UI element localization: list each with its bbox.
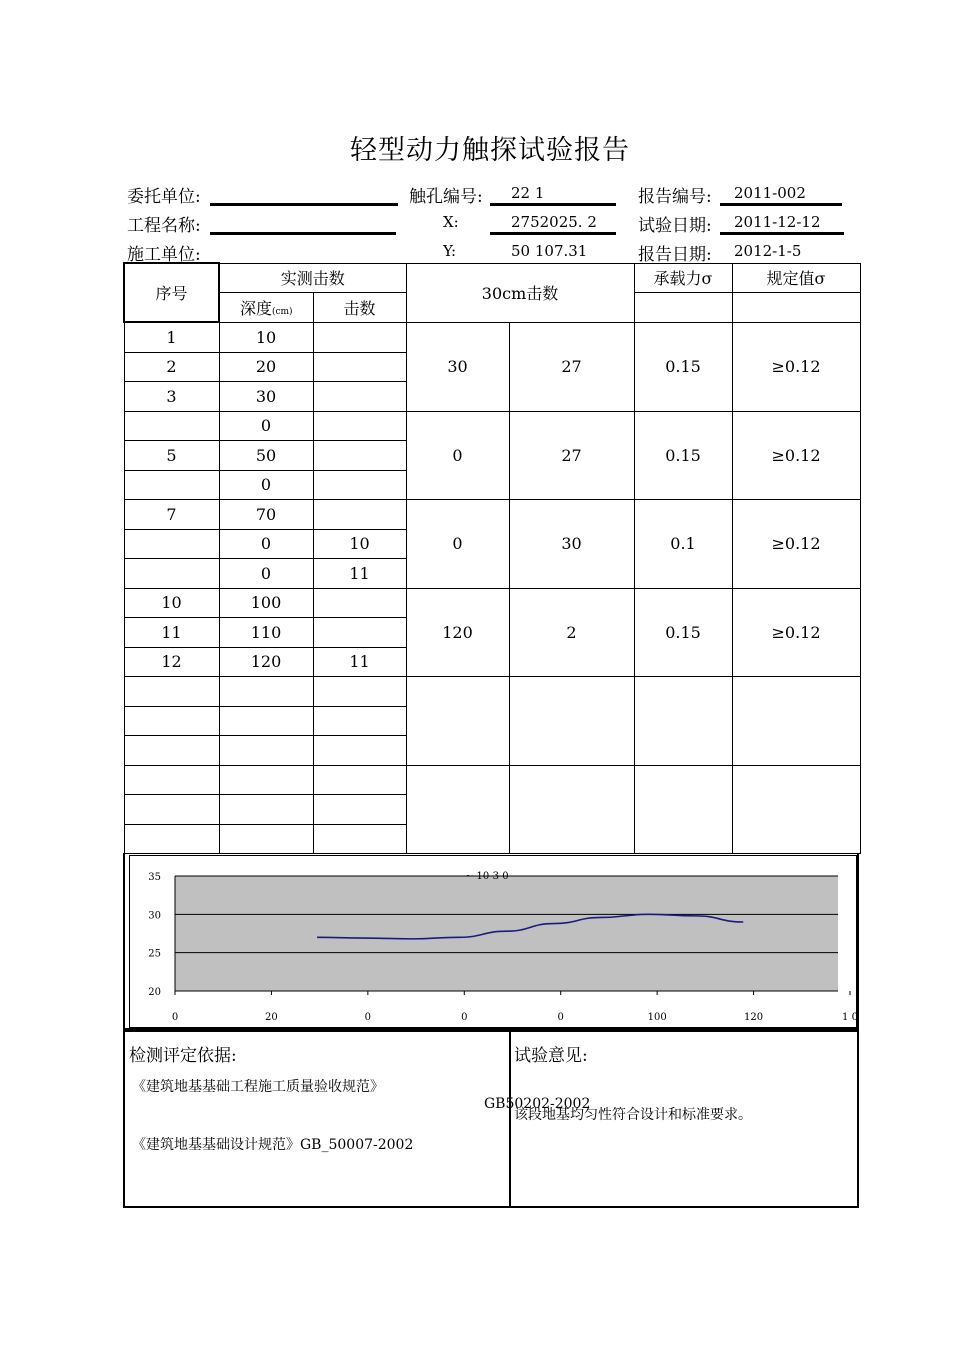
group-bearing-cell: 0.15: [634, 588, 732, 677]
depth-blows-chart: [130, 856, 856, 1027]
x-underline: [490, 232, 616, 235]
opinion-label: 试验意见:: [514, 1046, 588, 1066]
builder-label: 施工单位:: [127, 245, 201, 265]
blows-cell: [313, 736, 406, 766]
project-underline: [210, 232, 396, 235]
group-spec-cell: ≥0.12: [732, 322, 860, 411]
depth-cell: 110: [219, 618, 313, 648]
depth-cell: [219, 795, 313, 825]
group-spec-cell: ≥0.12: [732, 500, 860, 589]
blows-cell: [313, 588, 406, 618]
y-tick-label: 35: [148, 872, 161, 883]
seq-cell: 7: [124, 500, 219, 530]
depth-cell: 0: [219, 470, 313, 500]
conclusion-divider: [509, 1032, 511, 1206]
col-seq-header: 序号: [124, 263, 219, 322]
col-bearing-header: 承载力σ: [634, 263, 732, 293]
depth-cell: 10: [219, 322, 313, 352]
legend-label: ~ 10-3 0: [465, 871, 509, 882]
seq-cell: [124, 736, 219, 766]
hole-value: 22 1: [511, 184, 545, 202]
test-date-value: 2011-12-12: [734, 213, 821, 231]
seq-cell: 2: [124, 352, 219, 382]
blows-cell: 11: [313, 647, 406, 677]
client-label: 委托单位:: [127, 187, 201, 207]
client-underline: [210, 203, 398, 206]
depth-label: 深度: [239, 298, 272, 318]
group-blows30-cell: 27: [509, 411, 634, 500]
blows-cell: [313, 500, 406, 530]
seq-cell: [124, 795, 219, 825]
group-spec-cell: ≥0.12: [732, 411, 860, 500]
seq-cell: [124, 706, 219, 736]
blows-cell: [313, 352, 406, 382]
y-tick-label: 25: [148, 948, 161, 960]
x-tick-label: 0: [557, 1012, 564, 1023]
table-row: [124, 411, 860, 441]
group-bearing-cell: 0.15: [634, 322, 732, 411]
blows-cell: [313, 322, 406, 352]
depth-cell: [219, 677, 313, 707]
chart-inner-frame: [129, 855, 857, 1028]
group-blows30-cell: 2: [509, 588, 634, 677]
report-date-value: 2012-1-5: [734, 242, 802, 260]
depth-cell: [219, 706, 313, 736]
blows-cell: [313, 765, 406, 795]
col-blows-header: 击数: [313, 293, 406, 323]
chart-frame: [123, 853, 859, 1030]
y-tick-label: 20: [148, 987, 161, 998]
seq-cell: [124, 677, 219, 707]
depth-cell: 100: [219, 588, 313, 618]
seq-cell: [124, 765, 219, 795]
seq-cell: [124, 411, 219, 441]
basis-line2: 《建筑地基基础设计规范》GB_50007-2002: [132, 1137, 414, 1153]
depth-cell: 0: [219, 559, 313, 589]
x-tick-label: 20: [265, 1012, 278, 1023]
test-table: [123, 262, 861, 854]
blows-cell: [313, 795, 406, 825]
group-blows30-cell: [509, 765, 634, 854]
depth-cell: 30: [219, 382, 313, 412]
col-spec-header: 规定值σ: [732, 263, 860, 293]
group-depth30-cell: [406, 765, 509, 854]
col-depth-header: [219, 293, 313, 323]
group-blows30-cell: 27: [509, 322, 634, 411]
seq-cell: [124, 470, 219, 500]
seq-cell: [124, 824, 219, 854]
x-value: 2752025. 2: [511, 213, 597, 231]
plot-area: [175, 876, 838, 991]
group-spec-cell: ≥0.12: [732, 588, 860, 677]
group-blows30-cell: [509, 677, 634, 766]
seq-cell: 11: [124, 618, 219, 648]
col-bearing-sub: [634, 293, 732, 323]
y-value: 50 107.31: [511, 242, 588, 260]
depth-cell: 20: [219, 352, 313, 382]
basis-line1: 《建筑地基基础工程施工质量验收规范》: [132, 1079, 384, 1095]
basis-label: 检测评定依据:: [129, 1046, 237, 1066]
report-title: 轻型动力触探试验报告: [350, 135, 630, 166]
test-date-label: 试验日期:: [638, 216, 712, 236]
blows-cell: [313, 382, 406, 412]
report-no-label: 报告编号:: [638, 187, 712, 207]
project-label: 工程名称:: [127, 216, 201, 236]
seq-cell: [124, 529, 219, 559]
seq-cell: 12: [124, 647, 219, 677]
seq-cell: 5: [124, 441, 219, 471]
blows-cell: [313, 470, 406, 500]
group-bearing-cell: [634, 677, 732, 766]
x-tick-label: 0: [461, 1012, 468, 1023]
depth-cell: 50: [219, 441, 313, 471]
blows-cell: [313, 706, 406, 736]
report-date-label: 报告日期:: [638, 245, 712, 265]
group-bearing-cell: 0.15: [634, 411, 732, 500]
x-tick-label: 120: [744, 1012, 764, 1023]
group-depth30-cell: 30: [406, 322, 509, 411]
table-row: [124, 677, 860, 707]
col-spec-sub: [732, 293, 860, 323]
blows-cell: 11: [313, 559, 406, 589]
hole-label: 触孔编号:: [409, 187, 483, 207]
seq-cell: 10: [124, 588, 219, 618]
table-row: [124, 322, 860, 352]
test-date-underline: [720, 232, 844, 235]
group-spec-cell: [732, 677, 860, 766]
report-no-value: 2011-002: [734, 184, 806, 202]
col-measured-header: 实测击数: [219, 263, 406, 293]
blows-cell: [313, 824, 406, 854]
group-depth30-cell: 0: [406, 411, 509, 500]
group-bearing-cell: [634, 765, 732, 854]
depth-cell: 0: [219, 529, 313, 559]
group-bearing-cell: 0.1: [634, 500, 732, 589]
col-30cm-header: 30cm击数: [406, 263, 634, 322]
group-depth30-cell: 120: [406, 588, 509, 677]
blows-cell: [313, 618, 406, 648]
depth-cell: 0: [219, 411, 313, 441]
x-label: X:: [443, 213, 459, 231]
opinion-text: 该段地基均匀性符合设计和标准要求。: [514, 1107, 752, 1123]
blows-cell: [313, 677, 406, 707]
group-depth30-cell: [406, 677, 509, 766]
seq-cell: 1: [124, 322, 219, 352]
x-tick-label: 100: [647, 1012, 667, 1023]
table-row: [124, 588, 860, 618]
depth-cell: [219, 765, 313, 795]
y-tick-label: 30: [148, 910, 161, 922]
blows-cell: 10: [313, 529, 406, 559]
depth-unit: (cm): [271, 306, 293, 317]
x-tick-label: 1 0: [842, 1012, 858, 1023]
seq-cell: [124, 559, 219, 589]
blows-cell: [313, 441, 406, 471]
seq-cell: 3: [124, 382, 219, 412]
table-row: [124, 500, 860, 530]
conclusion-section: [123, 1030, 859, 1208]
x-tick-label: 0: [364, 1012, 372, 1023]
depth-cell: 120: [219, 647, 313, 677]
y-label: Y:: [443, 242, 457, 260]
group-blows30-cell: 30: [509, 500, 634, 589]
hole-underline: [490, 203, 616, 206]
depth-cell: [219, 824, 313, 854]
group-depth30-cell: 0: [406, 500, 509, 589]
basis-line1-code: GB50202-2002: [484, 1096, 591, 1112]
table-row: [124, 765, 860, 795]
blows-cell: [313, 411, 406, 441]
group-spec-cell: [732, 765, 860, 854]
depth-cell: [219, 736, 313, 766]
x-tick-label: 0: [171, 1012, 179, 1023]
report-no-underline: [720, 203, 842, 206]
depth-cell: 70: [219, 500, 313, 530]
